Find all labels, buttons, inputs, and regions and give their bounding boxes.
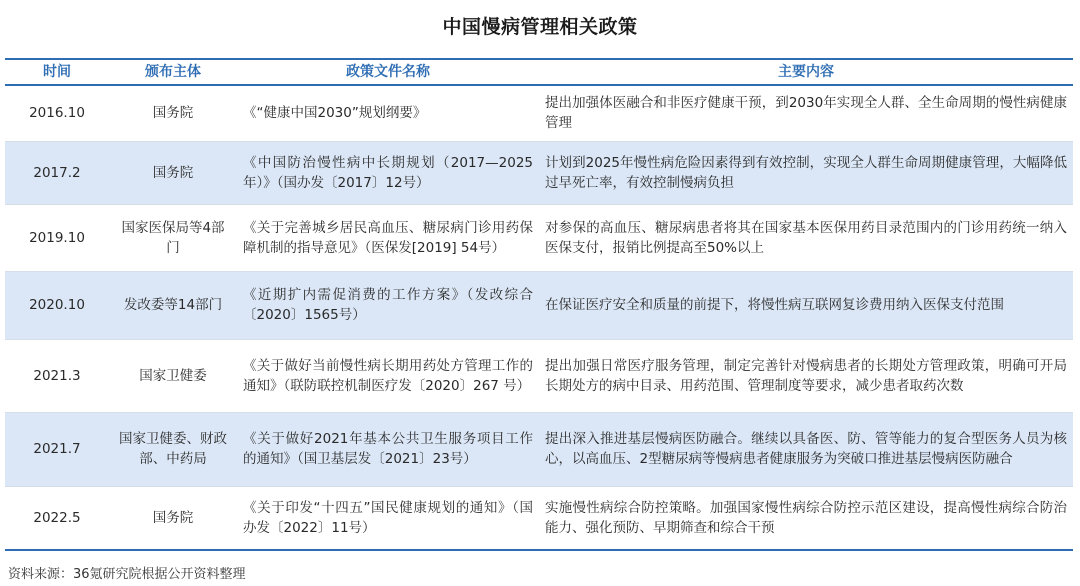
cell-document: 《“健康中国2030”规划纲要》 bbox=[243, 105, 427, 122]
cell-document: 《关于完善城乡居民高血压、糖尿病门诊用药保障机制的指导意见》（医保发[2019] 54号） bbox=[243, 219, 533, 256]
cell-time: 2016.10 bbox=[29, 105, 85, 122]
cell-issuer: 发改委等14部门 bbox=[123, 297, 223, 313]
cell-issuer: 国务院 bbox=[152, 509, 194, 526]
header-content: 主要内容 bbox=[778, 64, 834, 80]
cell-time: 2021.7 bbox=[33, 441, 81, 457]
cell-time: 2020.10 bbox=[29, 297, 85, 313]
policy-table bbox=[5, 58, 1073, 551]
cell-time: 2021.3 bbox=[33, 367, 81, 384]
table-row bbox=[5, 271, 1073, 339]
cell-content: 提出加强体医融合和非医疗健康干预，到2030年实现全人群、全生命周期的慢性病健康管理 bbox=[545, 95, 1067, 132]
header-issuer: 颁布主体 bbox=[145, 64, 201, 80]
source-note: 资料来源：36氪研究院根据公开资料整理 bbox=[8, 567, 246, 582]
page-title: 中国慢病管理相关政策 bbox=[442, 16, 638, 38]
table-row bbox=[5, 339, 1073, 412]
table-row bbox=[5, 412, 1073, 486]
table-header bbox=[5, 59, 1073, 85]
cell-content: 在保证医疗安全和质量的前提下，将慢性病互联网复诊费用纳入医保支付范围 bbox=[545, 297, 1004, 313]
table-row bbox=[5, 85, 1073, 141]
cell-content: 提出加强日常医疗服务管理，制定完善针对慢病患者的长期处方管理政策，明确可开局长期处方的病中目录、用药范围、管理制度等要求，减少患者取药次数 bbox=[545, 357, 1067, 394]
cell-time: 2022.5 bbox=[33, 509, 81, 526]
cell-document: 《中国防治慢性病中长期规划（2017—2025年）》（国办发〔2017〕12号） bbox=[243, 154, 533, 191]
cell-content: 实施慢性病综合防控策略。加强国家慢性病综合防控示范区建设，提高慢性病综合防治能力、强化预防、早期筛查和综合干预 bbox=[545, 499, 1067, 536]
cell-issuer: 国家卫健委、财政部、中药局 bbox=[119, 431, 227, 467]
cell-document: 《关于做好2021年基本公共卫生服务项目工作的通知》（国卫基层发〔2021〕23号） bbox=[243, 431, 533, 467]
cell-document: 《关于做好当前慢性病长期用药处方管理工作的通知》（联防联控机制医疗发〔2020〕267 号） bbox=[243, 357, 533, 394]
header-time: 时间 bbox=[43, 64, 71, 80]
cell-issuer: 国家卫健委 bbox=[139, 367, 207, 384]
cell-issuer: 国家医保局等4部门 bbox=[121, 219, 225, 256]
table-row bbox=[5, 204, 1073, 271]
cell-time: 2019.10 bbox=[29, 229, 85, 246]
cell-document: 《关于印发“十四五”国民健康规划的通知》（国办发〔2022〕11号） bbox=[243, 499, 533, 536]
header-document: 政策文件名称 bbox=[346, 64, 430, 80]
cell-content: 计划到2025年慢性病危险因素得到有效控制，实现全人群生命周期健康管理，大幅降低过早死亡率，有效控制慢病负担 bbox=[545, 154, 1067, 191]
cell-document: 《近期扩内需促消费的工作方案》（发改综合〔2020〕1565号） bbox=[243, 287, 533, 323]
cell-issuer: 国务院 bbox=[152, 105, 194, 122]
cell-content: 对参保的高血压、糖尿病患者将其在国家基本医保用药目录范围内的门诊用药统一纳入医保支付，报销比例提高至50%以上 bbox=[545, 219, 1067, 256]
cell-issuer: 国务院 bbox=[152, 164, 194, 181]
cell-time: 2017.2 bbox=[33, 164, 81, 181]
table-body bbox=[5, 85, 1073, 550]
cell-content: 提出深入推进基层慢病医防融合。继续以具备医、防、管等能力的复合型医务人员为核心，以高血压、2型糖尿病等慢病患者健康服务为突破口推进基层慢病医防融合 bbox=[545, 431, 1067, 467]
table-row bbox=[5, 486, 1073, 550]
table-row bbox=[5, 141, 1073, 204]
